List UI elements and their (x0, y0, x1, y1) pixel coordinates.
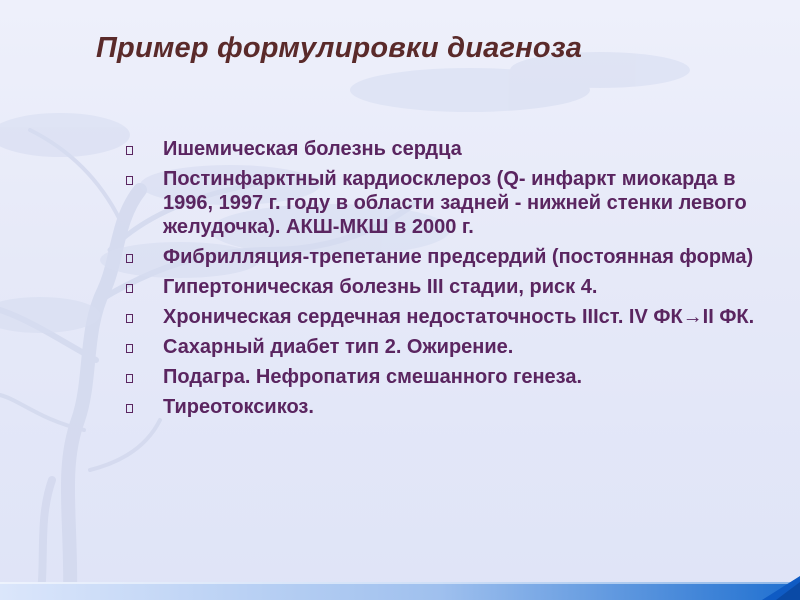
list-item-text: Хроническая сердечная недостаточность IIIст. IV ФК→II ФК. (163, 306, 755, 328)
list-item (126, 275, 766, 299)
list-item-text: Сахарный диабет тип 2. Ожирение. (163, 336, 514, 358)
list-item-text: Ишемическая болезнь сердца (163, 138, 462, 160)
list-item-text: Фибрилляция-трепетание предсердий (постоянная форма) (163, 246, 754, 268)
bottom-decoration (0, 574, 800, 600)
list-item (126, 137, 766, 161)
list-item (126, 245, 766, 269)
list-item-text: Тиреотоксикоз. (163, 396, 314, 418)
box-bullet-icon (126, 146, 134, 155)
box-bullet-icon (126, 374, 134, 383)
list-item-text: Гипертоническая болезнь III стадии, риск 4. (163, 276, 598, 298)
box-bullet-icon (126, 254, 134, 263)
list-item-text: Подагра. Нефропатия смешанного генеза. (163, 366, 583, 388)
list-item (126, 335, 766, 359)
corner-triangle-icon (756, 574, 800, 600)
list-item (126, 395, 766, 419)
box-bullet-icon (126, 344, 134, 353)
list-item (126, 305, 766, 329)
slide-title: Пример формулировки диагноза (96, 32, 583, 64)
box-bullet-icon (126, 404, 134, 413)
list-item (126, 365, 766, 389)
list-item-text: Постинфарктный кардиосклероз (Q- инфаркт миокарда в 1996, 1997 г. году в области задней - нижней стенки левого желудочка). АКШ-МКШ в 2000 г. (163, 168, 747, 238)
list-item (126, 167, 766, 239)
diagnosis-list (126, 137, 766, 425)
box-bullet-icon (126, 284, 134, 293)
box-bullet-icon (126, 314, 134, 323)
box-bullet-icon (126, 176, 134, 185)
